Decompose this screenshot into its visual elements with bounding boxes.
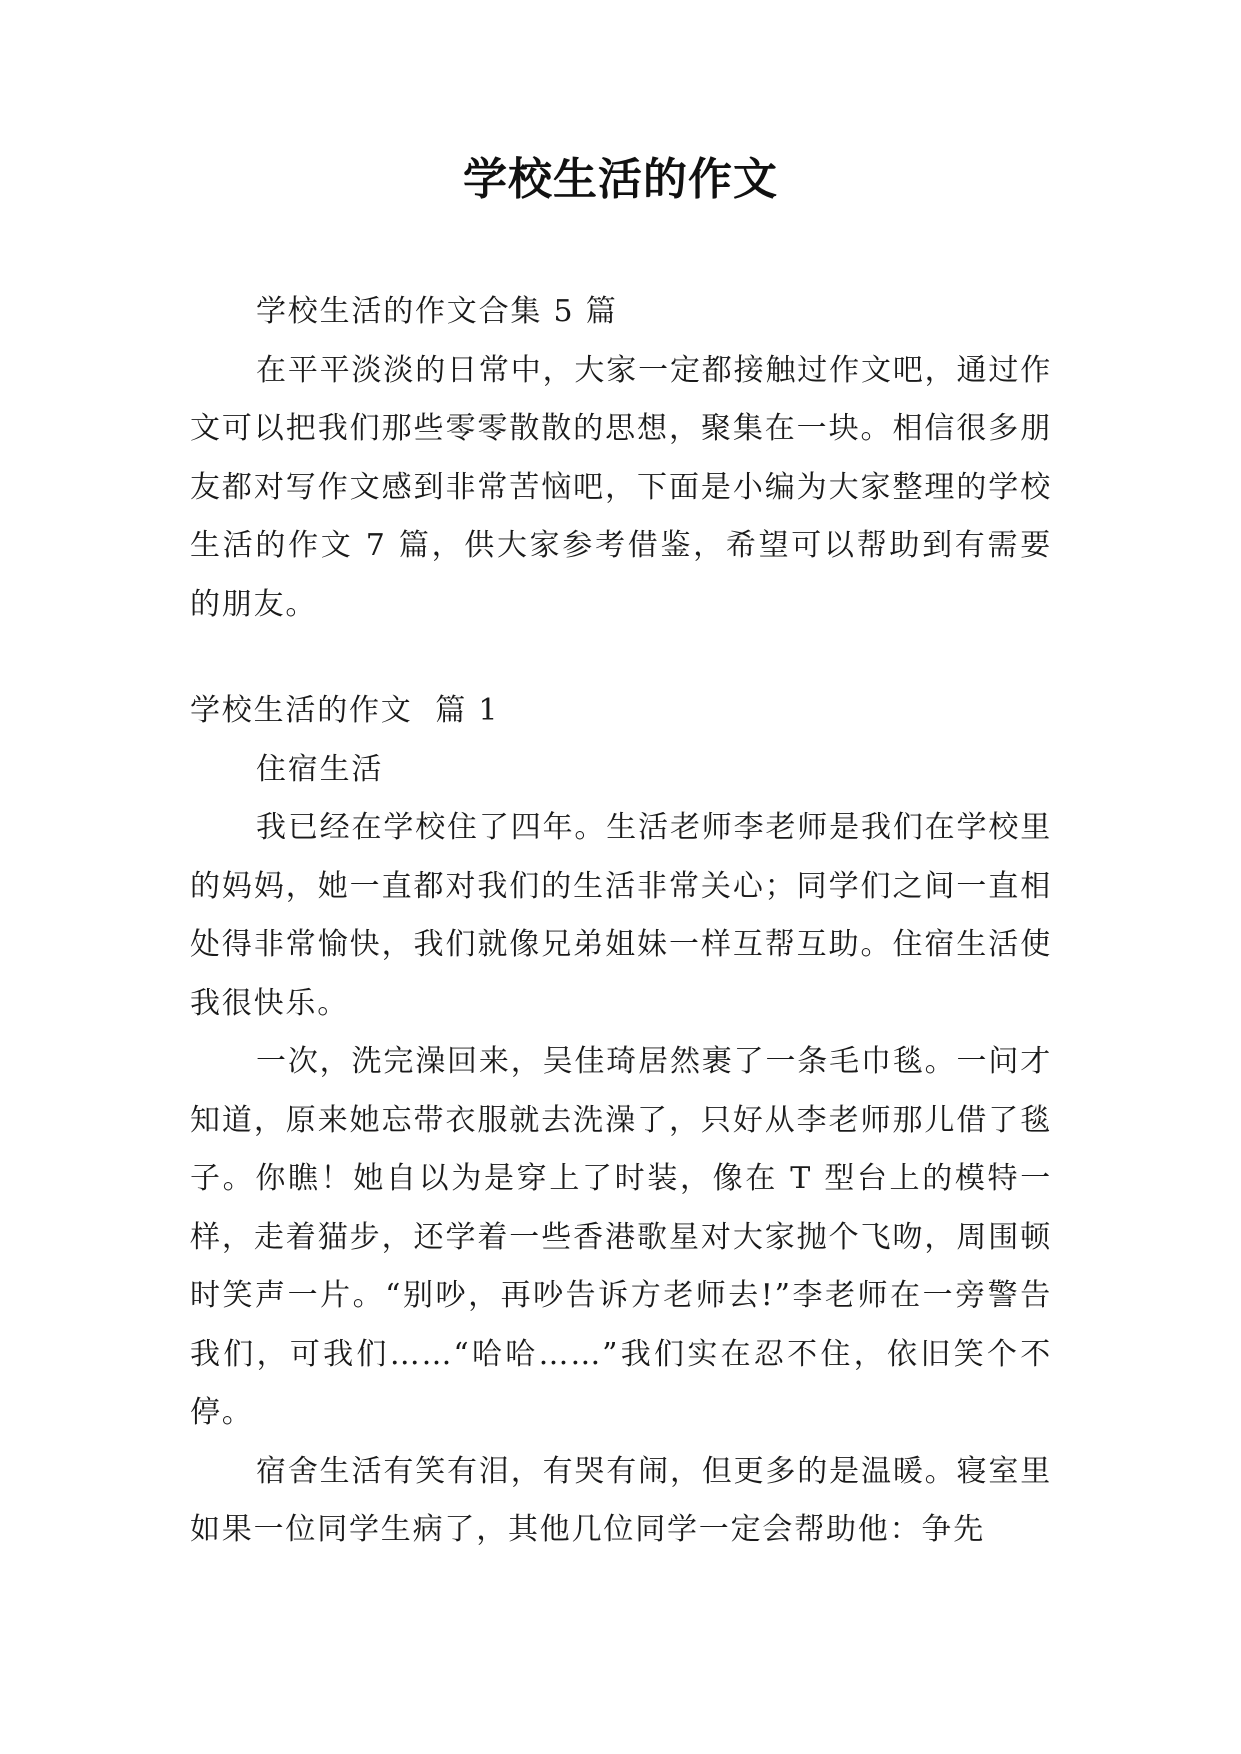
intro-paragraph: 在平平淡淡的日常中，大家一定都接触过作文吧，通过作文可以把我们那些零零散散的思想，聚集在一块。相信很多朋友都对写作文感到非常苦恼吧，下面是小编为大家整理的学校生活的作文 7 篇，供大家参考借鉴，希望可以帮助到有需要的朋友。 (190, 352, 1052, 622)
section-spacer (190, 634, 1052, 682)
essay-paragraph: 我已经在学校住了四年。生活老师李老师是我们在学校里的妈妈，她一直都对我们的生活非常关心；同学们之间一直相处得非常愉快，我们就像兄弟姐妹一样互帮互助。住宿生活使我很快乐。 (190, 810, 1052, 1021)
essay-paragraph: 宿舍生活有笑有泪，有哭有闹，但更多的是温暖。寝室里如果一位同学生病了，其他几位同学一定会帮助他：争先 (190, 1453, 1052, 1547)
document-body (190, 283, 1052, 1560)
essay-title: 住宿生活 (256, 751, 384, 787)
essay-paragraph: 一次，洗完澡回来，吴佳琦居然裹了一条毛巾毯。一问才知道，原来她忘带衣服就去洗澡了，只好从李老师那儿借了毯子。你瞧！她自以为是穿上了时装，像在 T 型台上的模特一样，走着猫步，还学着一些香港歌星对大家抛个飞吻，周围顿时笑声一片。“别吵，再吵告诉方老师去!”李老师在一旁警告我们，可我们……“哈哈……”我们实在忍不住，依旧笑个不停。 (190, 1044, 1052, 1430)
collection-subtitle: 学校生活的作文合集 5 篇 (256, 294, 618, 329)
document-title: 学校生活的作文 (463, 154, 778, 205)
section-heading: 学校生活的作文 篇 1 (190, 693, 500, 728)
